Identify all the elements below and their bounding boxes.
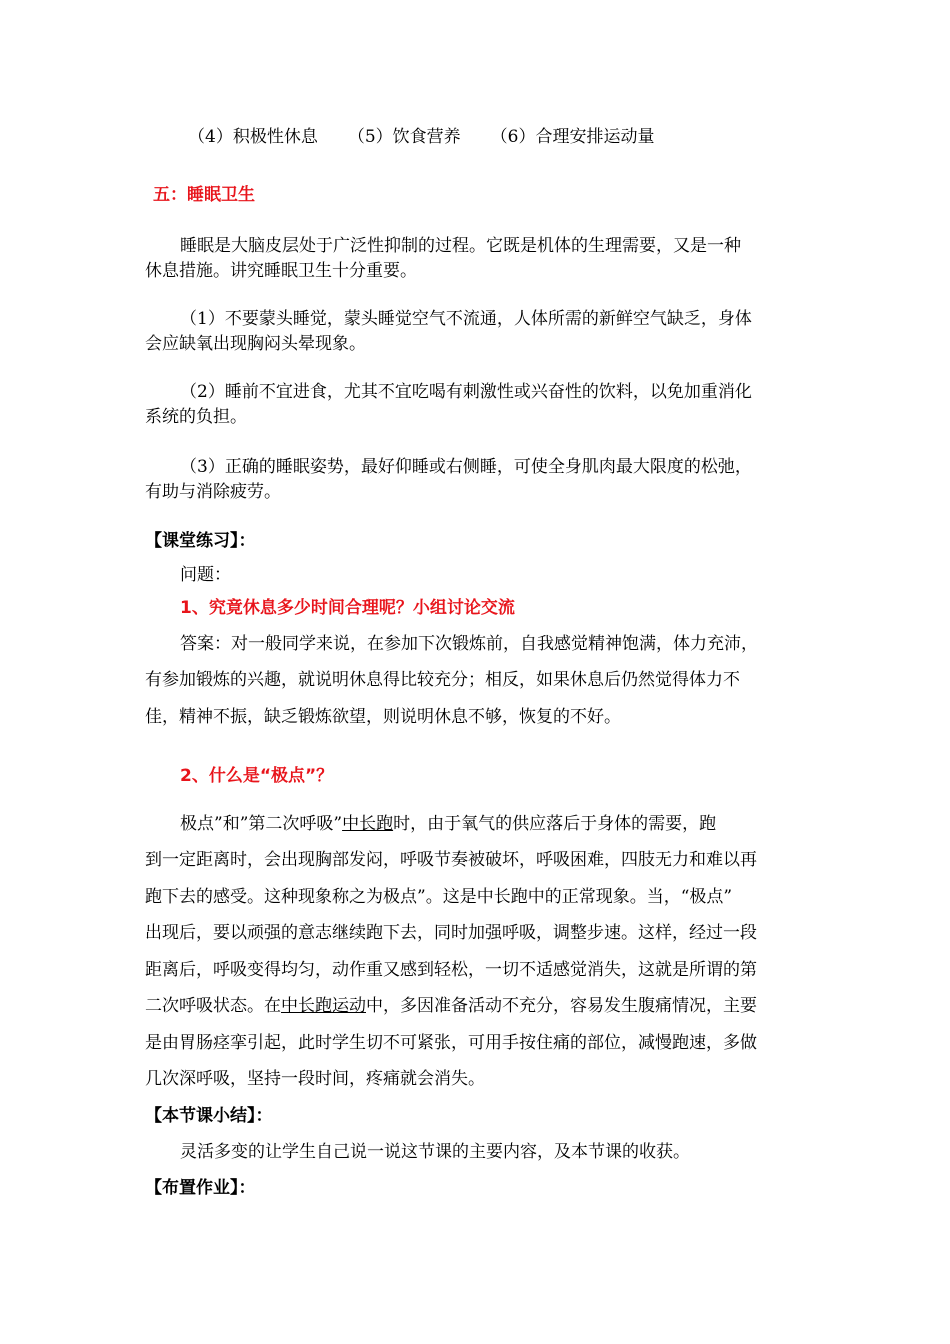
question-label: 问题： [180,565,231,585]
rest-methods-line [188,126,654,148]
explanation-line: 几次深呼吸，坚持一段时间，疼痛就会消失。 [145,1069,485,1089]
explanation-line: 是由胃肠痉挛引起，此时学生切不可紧张，可用手按住痛的部位，减慢跑速，多做 [145,1033,757,1053]
explanation-line: 跑下去的感受。这种现象称之为极点”。这是中长跑中的正常现象。当，“极点” [145,887,733,907]
paragraph-line: （1）不要蒙头睡觉，蒙头睡觉空气不流通，人体所需的新鲜空气缺乏，身体 [180,309,752,329]
paragraph-line: （2）睡前不宜进食，尤其不宜吃喝有刺激性或兴奋性的饮料，以免加重消化 [180,382,752,402]
question-2: 2、什么是“极点”？ [180,766,334,786]
explanation-line: 到一定距离时，会出现胸部发闷，呼吸节奏被破坏，呼吸困难，四肢无力和难以再 [145,850,757,870]
paragraph-line: 休息措施。讲究睡眠卫生十分重要。 [145,261,417,281]
explanation-text: 二次呼吸状态。在 [145,996,281,1016]
explanation-text: 中，多因准备活动不充分，容易发生腹痛情况，主要 [366,996,757,1016]
link-middle-distance-run[interactable]: 中长跑 [342,814,394,834]
explanation-line: 出现后，要以顽强的意志继续跑下去，同时加强呼吸，调整步速。这样，经过一段 [145,923,757,943]
section-heading-sleep: 五：睡眠卫生 [153,185,255,205]
paragraph-line: 有助与消除疲劳。 [145,482,281,502]
section-heading-practice: 【课堂练习】： [145,531,256,551]
answer-line: 佳，精神不振，缺乏锻炼欲望，则说明休息不够，恢复的不好。 [145,707,621,727]
answer-line: 有参加锻炼的兴趣，就说明休息得比较充分；相反，如果休息后仍然觉得体力不 [145,670,740,690]
explanation-line [180,813,716,835]
explanation-line [145,995,757,1017]
method-6: （6）合理安排运动量 [490,127,655,147]
answer-line: 答案：对一般同学来说，在参加下次锻炼前，自我感觉精神饱满，体力充沛， [180,634,758,654]
explanation-line: 距离后，呼吸变得均匀，动作重又感到轻松，一切不适感觉消失，这就是所谓的第 [145,960,757,980]
paragraph-line: 睡眠是大脑皮层处于广泛性抑制的过程。它既是机体的生理需要，又是一种 [180,236,741,256]
paragraph-line: （3）正确的睡眠姿势，最好仰睡或右侧睡，可使全身肌肉最大限度的松弛， [180,457,752,477]
paragraph-line: 系统的负担。 [145,407,247,427]
link-middle-distance-sport[interactable]: 中长跑运动 [281,996,366,1016]
explanation-text: 时，由于氧气的供应落后于身体的需要，跑 [393,814,717,834]
method-4: （4）积极性休息 [188,127,318,147]
section-heading-summary: 【本节课小结】： [145,1106,273,1126]
paragraph-line: 会应缺氧出现胸闷头晕现象。 [145,334,366,354]
summary-line: 灵活多变的让学生自己说一说这节课的主要内容，及本节课的收获。 [180,1142,690,1162]
section-heading-homework: 【布置作业】： [145,1178,256,1198]
method-5: （5）饮食营养 [347,127,461,147]
explanation-text: 极点”和”第二次呼吸” [180,814,343,834]
question-1: 1、究竟休息多少时间合理呢？小组讨论交流 [180,598,515,618]
